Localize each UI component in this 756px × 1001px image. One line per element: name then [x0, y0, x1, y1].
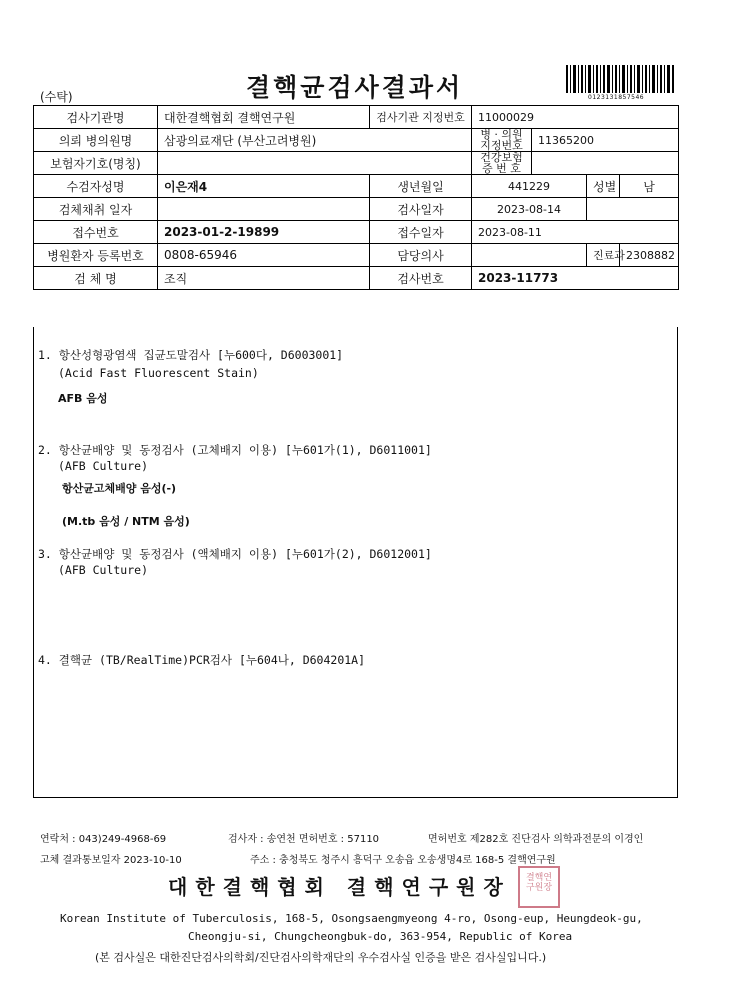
examiner: 검사자 : 송연천 면허번호 : 57110: [228, 834, 380, 845]
barcode-number: 0123131857546: [588, 94, 645, 101]
birth-label: 생년월일: [370, 175, 472, 198]
item2-result2: (M.tb 음성 / NTM 음성): [62, 515, 190, 528]
lab-label: 검사기관명: [34, 106, 158, 129]
birth-value: 441229: [472, 175, 587, 198]
exam-no-value: 2023-11773: [472, 267, 679, 290]
address: 주소 : 충청북도 청주시 흥덕구 오송읍 오송생명4로 168-5 결핵연구원: [250, 855, 556, 866]
patient-label: 수검자성명: [34, 175, 158, 198]
eng-address-line1: Korean Institute of Tuberculosis, 168-5, Osongsaengmyeong 4-ro, Osong-eup, Heungdeok-gu,: [60, 912, 643, 925]
specialist: 면허번호 제282호 진단검사 의학과전문의 이경인: [428, 834, 644, 845]
seal-stamp-icon: [518, 866, 560, 908]
receipt-date-label: 접수일자: [370, 221, 472, 244]
doctor-label: 담당의사: [370, 244, 472, 267]
specimen-label: 검 체 명: [34, 267, 158, 290]
notice-date: 고체 결과통보일자 2023-10-10: [40, 855, 182, 866]
doctor-value: [472, 244, 587, 267]
hospital-no-value: 11365200: [532, 129, 679, 152]
hospital-no-label: 병 · 의원 지정번호: [472, 129, 532, 152]
lab-value: 대한결핵협회 결핵연구원: [158, 106, 370, 129]
test-date-value: 2023-08-14: [472, 198, 587, 221]
barcode-icon: [566, 62, 674, 98]
specimen-value: 조직: [158, 267, 370, 290]
sex-value: 남: [620, 175, 679, 198]
test-date-empty: [587, 198, 679, 221]
page-title: 결핵균검사결과서: [246, 73, 464, 102]
dept-label: 진료과: [587, 244, 620, 267]
cert-note: (본 검사실은 대한진단검사의학회/진단검사의학재단의 우수검사실 인증을 받은 검사실입니다.): [95, 951, 547, 964]
receipt-no-label: 접수번호: [34, 221, 158, 244]
item2-result: 항산균고체배양 음성(-): [62, 482, 177, 495]
exam-no-label: 검사번호: [370, 267, 472, 290]
health-no-value: [532, 152, 679, 175]
lab-no-value: 11000029: [472, 106, 679, 129]
eng-address-line2: Cheongju-si, Chungcheongbuk-do, 363-954, Republic of Korea: [188, 930, 573, 943]
collect-label: 검체채취 일자: [34, 198, 158, 221]
item3-title: 3. 항산균배양 및 동정검사 (액체배지 이용) [누601가(2), D6012001]: [38, 547, 432, 561]
item2-title: 2. 항산균배양 및 동정검사 (고체배지 이용) [누601가(1), D6011001]: [38, 443, 432, 457]
health-no-label: 건강보험 증 번 호: [472, 152, 532, 175]
item1-sub: (Acid Fast Fluorescent Stain): [58, 366, 259, 380]
info-table: [33, 105, 679, 290]
item2-sub: (AFB Culture): [58, 459, 149, 473]
institute-name: 대한결핵협회 결핵연구원장: [168, 875, 511, 899]
insured-label: 보험자기호(명칭): [34, 152, 158, 175]
seal-text: 결핵연구원장: [525, 873, 553, 893]
reg-no-value: 0808-65946: [158, 244, 370, 267]
lab-no-label: 검사기관 지정번호: [370, 106, 472, 129]
item1-title: 1. 항산성형광염색 집균도말검사 [누600다, D6003001]: [38, 348, 344, 362]
item1-result: AFB 음성: [58, 392, 108, 405]
patient-value: 이은재4: [158, 175, 370, 198]
test-date-label: 검사일자: [370, 198, 472, 221]
receipt-date-value: 2023-08-11: [472, 221, 679, 244]
results-box: [33, 327, 678, 798]
collect-value: [158, 198, 370, 221]
receipt-no-value: 2023-01-2-19899: [158, 221, 370, 244]
contact: 연락처 : 043)249-4968-69: [40, 834, 167, 845]
item4-title: 4. 결핵균 (TB/RealTime)PCR검사 [누604나, D604201A]: [38, 653, 366, 667]
sex-label: 성별: [587, 175, 620, 198]
item3-sub: (AFB Culture): [58, 563, 149, 577]
dept-value: 2308882: [620, 244, 679, 267]
received-label: (수탁): [40, 90, 73, 104]
request-label: 의뢰 병의원명: [34, 129, 158, 152]
insured-value: [158, 152, 472, 175]
reg-no-label: 병원환자 등록번호: [34, 244, 158, 267]
request-value: 삼광의료재단 (부산고려병원): [158, 129, 472, 152]
